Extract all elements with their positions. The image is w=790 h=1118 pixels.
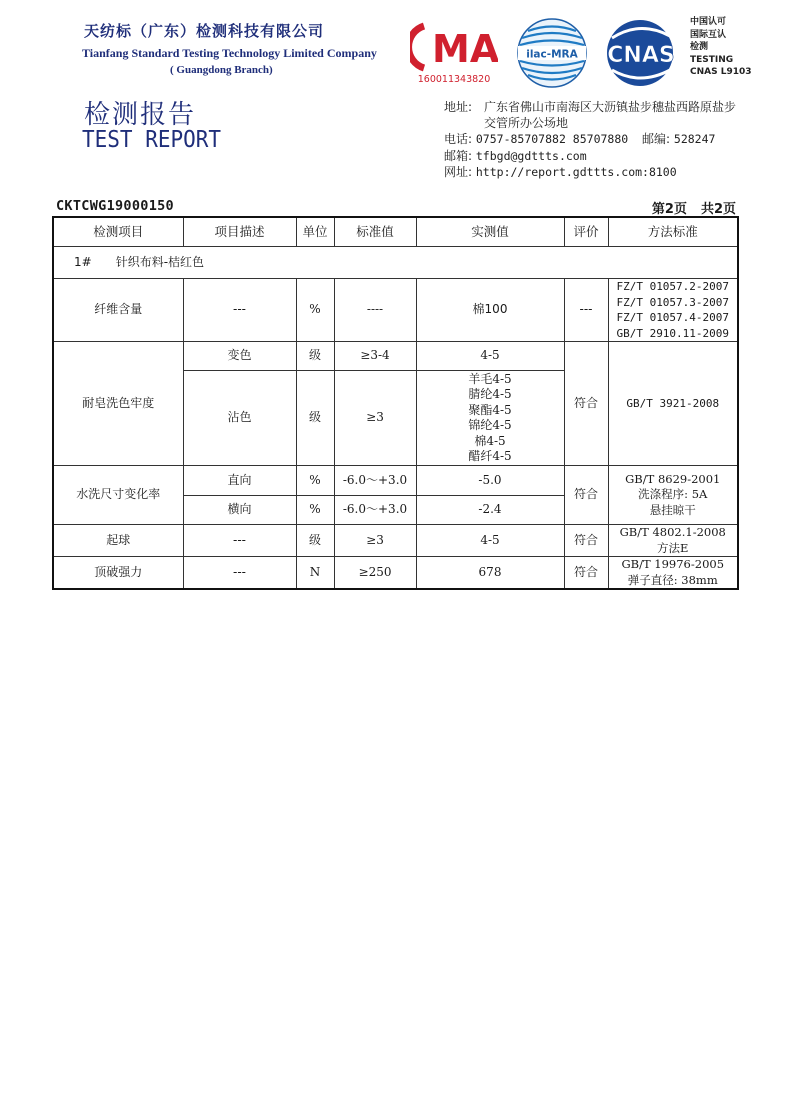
postcode-value: 528247 — [673, 132, 716, 146]
method-cell: GB/T 3921-2008 — [608, 342, 738, 466]
method-line: FZ/T 01057.4-2007 — [616, 311, 730, 324]
company-branch: ( Guangdong Branch) — [170, 64, 273, 76]
value-cell: 棉100 — [416, 279, 564, 342]
address-label: 地址: — [444, 100, 473, 114]
eval-cell: 符合 — [564, 557, 608, 590]
eval-cell: 符合 — [564, 342, 608, 466]
table-header-row — [53, 217, 738, 247]
std-cell: ≥3 — [334, 525, 416, 557]
method-cell — [608, 525, 738, 557]
email-label: 邮箱: — [444, 149, 473, 163]
cnas-side-line: 国际互认 — [690, 29, 727, 40]
page-current: 第2页 — [651, 202, 687, 217]
item-cell: 纤维含量 — [53, 279, 183, 342]
std-cell: ≥250 — [334, 557, 416, 590]
cnas-side-line: 中国认可 — [690, 17, 727, 27]
web-value: http://report.gdttts.com:8100 — [475, 165, 677, 179]
stain-value: 聚酯4-5 — [468, 402, 512, 417]
desc-cell: 变色 — [183, 342, 296, 371]
std-cell: ---- — [334, 279, 416, 342]
item-cell: 水洗尺寸变化率 — [53, 466, 183, 525]
eval-cell: --- — [564, 279, 608, 342]
stain-value: 锦纶4-5 — [468, 418, 512, 432]
stain-value: 棉4-5 — [474, 433, 506, 448]
cnas-logo — [600, 18, 684, 88]
method-line: FZ/T 01057.2-2007 — [616, 280, 730, 293]
desc-cell: --- — [183, 279, 296, 342]
value-cell: -5.0 — [416, 466, 564, 496]
table-row — [53, 342, 738, 371]
cnas-logo-icon — [600, 18, 684, 88]
ilac-mra-logo — [516, 14, 588, 92]
report-number: CKTCWG19000150 — [56, 198, 174, 214]
ilac-globe-icon — [516, 14, 588, 92]
desc-cell: 直向 — [183, 466, 296, 496]
header-cell: 方法标准 — [608, 217, 738, 247]
table-row — [53, 466, 738, 496]
header-cell: 项目描述 — [183, 217, 296, 247]
header-cell: 单位 — [296, 217, 334, 247]
unit-cell: % — [296, 279, 334, 342]
method-line: GB/T 4802.1-2008 — [619, 525, 726, 539]
desc-cell: 横向 — [183, 496, 296, 525]
method-line: 弹子直径: 38mm — [627, 572, 718, 587]
unit-cell: N — [296, 557, 334, 590]
value-cell: 4-5 — [416, 342, 564, 371]
item-cell: 顶破强力 — [53, 557, 183, 590]
item-cell: 耐皂洗色牢度 — [53, 342, 183, 466]
std-cell: ≥3-4 — [334, 342, 416, 371]
unit-cell: 级 — [296, 342, 334, 371]
value-cell: 4-5 — [416, 525, 564, 557]
method-line: 方法E — [657, 540, 689, 555]
method-line: GB/T 2910.11-2009 — [616, 326, 730, 340]
std-cell: -6.0～+3.0 — [334, 466, 416, 496]
method-line: 悬挂晾干 — [649, 502, 696, 517]
cnas-logo-text: CNAS — [607, 43, 675, 68]
method-cell — [608, 279, 738, 342]
company-name-en: Tianfang Standard Testing Technology Limited Company — [82, 46, 377, 60]
header-cell: 标准值 — [334, 217, 416, 247]
cnas-side-line: 检测 — [690, 42, 709, 52]
cma-logo — [410, 16, 498, 88]
cma-number: 160011343820 — [417, 74, 491, 85]
cnas-accreditation-text — [690, 16, 752, 79]
std-cell: ≥3 — [334, 371, 416, 466]
stain-value: 羊毛4-5 — [468, 371, 512, 386]
table-row — [53, 525, 738, 557]
method-line: GB/T 8629-2001 — [625, 471, 721, 486]
sample-name: 1# 针织布料-桔红色 — [53, 247, 738, 279]
value-cell: 678 — [416, 557, 564, 590]
web-row — [444, 163, 677, 180]
method-cell — [608, 466, 738, 525]
ilac-logo-text: ilac-MRA — [526, 48, 578, 61]
desc-cell: --- — [183, 557, 296, 590]
cnas-side-line: TESTING — [690, 54, 734, 65]
page-info — [638, 198, 736, 217]
postcode-label: 邮编: — [642, 132, 671, 146]
cma-logo-text: MA — [432, 27, 498, 71]
method-line: FZ/T 01057.3-2007 — [616, 295, 730, 309]
address-line-2: 交管所办公场地 — [484, 116, 569, 130]
unit-cell: 级 — [296, 525, 334, 557]
table-row — [53, 279, 738, 342]
value-cell: -2.4 — [416, 496, 564, 525]
method-line: 洗涤程序: 5A — [638, 487, 708, 502]
unit-cell: 级 — [296, 371, 334, 466]
header-cell: 评价 — [564, 217, 608, 247]
address-line-1: 广东省佛山市南海区大沥镇盐步穗盐西路原盐步 — [484, 100, 737, 114]
method-cell — [608, 557, 738, 590]
eval-cell: 符合 — [564, 525, 608, 557]
header-cell: 检测项目 — [53, 217, 183, 247]
unit-cell: % — [296, 466, 334, 496]
tel-row — [444, 130, 715, 147]
item-cell: 起球 — [53, 525, 183, 557]
cnas-side-line: CNAS L9103 — [690, 67, 752, 77]
header-cell: 实测值 — [416, 217, 564, 247]
web-label: 网址: — [444, 165, 473, 179]
stain-value: 腈纶4-5 — [468, 387, 512, 401]
page-total: 共2页 — [700, 202, 736, 217]
test-results-table — [52, 216, 739, 590]
value-cell — [416, 371, 564, 466]
desc-cell: --- — [183, 525, 296, 557]
unit-cell: % — [296, 496, 334, 525]
stain-value: 醋纤4-5 — [468, 449, 512, 463]
tel-value: 0757-85707882 85707880 — [475, 132, 629, 146]
eval-cell: 符合 — [564, 466, 608, 525]
std-cell: -6.0～+3.0 — [334, 496, 416, 525]
email-value: tfbgd@gdttts.com — [475, 149, 587, 163]
method-line: GB/T 19976-2005 — [621, 557, 725, 571]
cma-logo-icon — [410, 16, 498, 88]
company-name-cn: 天纺标（广东）检测科技有限公司 — [84, 22, 325, 40]
report-title-en: TEST REPORT — [82, 126, 222, 153]
table-row — [53, 557, 738, 590]
report-title-cn: 检测报告 — [84, 100, 197, 130]
tel-label: 电话: — [444, 132, 473, 146]
email-row — [444, 147, 587, 164]
desc-cell: 沾色 — [183, 371, 296, 466]
sample-row — [53, 247, 738, 279]
